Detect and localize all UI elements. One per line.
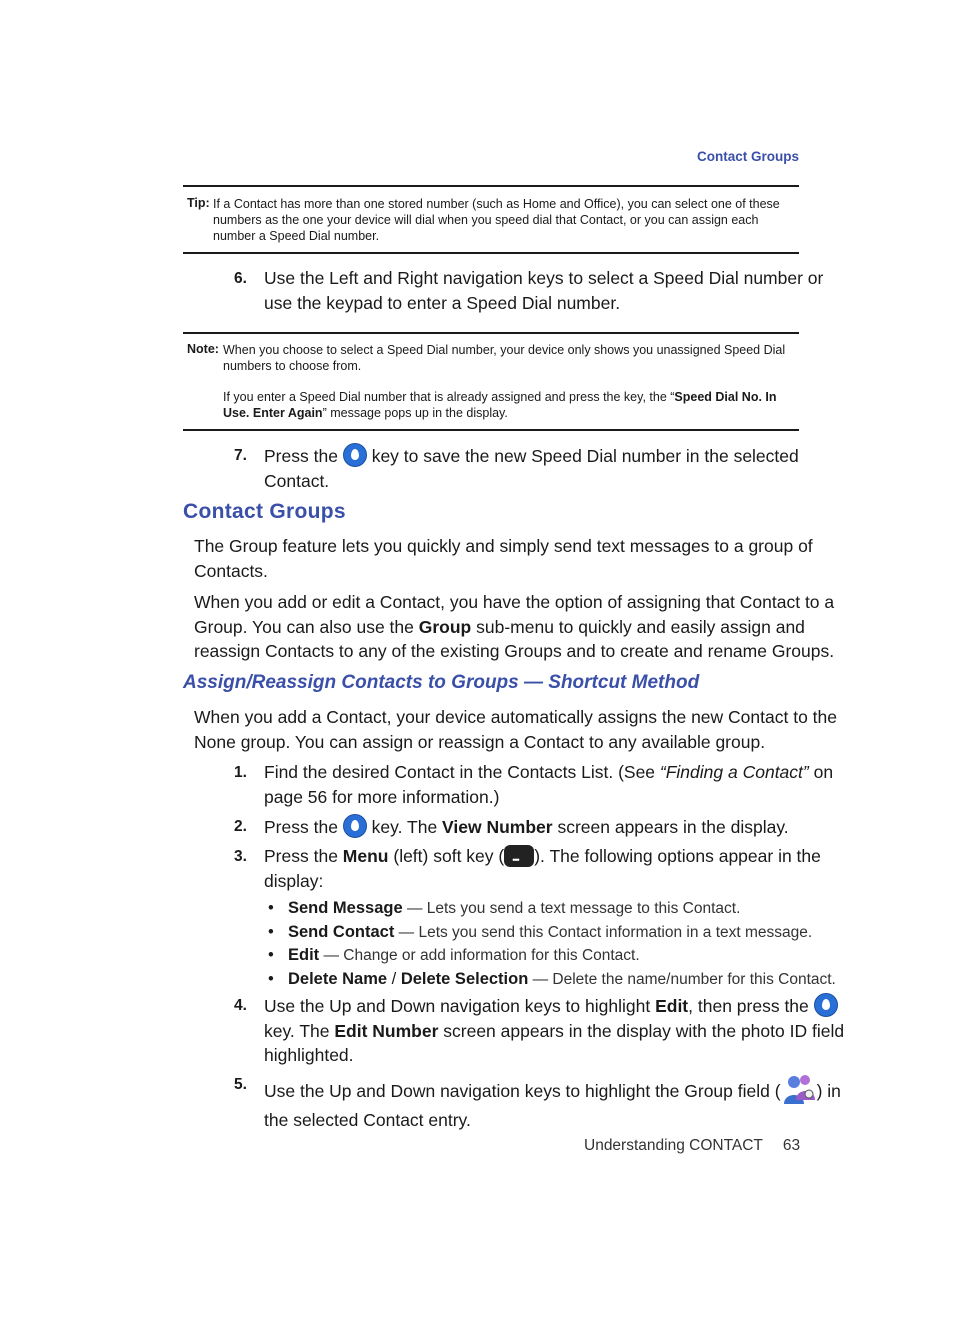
tip-bottom-rule xyxy=(183,252,799,254)
note-text-run: If you enter a Speed Dial number that is already assigned and press the key, the “ xyxy=(223,390,675,404)
note-label: Note: xyxy=(187,342,219,356)
step-number: 2. xyxy=(234,818,247,835)
option-desc: — Lets you send this Contact information in a text message. xyxy=(394,923,813,941)
option-name: Send Message xyxy=(288,899,403,917)
bold-run: Edit Number xyxy=(334,1020,439,1041)
note-line xyxy=(223,405,785,421)
note-line: When you choose to select a Speed Dial number, your device only shows you unassigned Speed Dial xyxy=(223,343,786,357)
bold-run: Menu xyxy=(342,846,389,866)
text-run: Use the Up and Down navigation keys to highlight xyxy=(264,996,656,1016)
text-run: ) in xyxy=(816,1081,841,1101)
text-run: Find the desired Contact in the Contacts List. (See xyxy=(264,762,660,782)
subsection-heading: Assign/Reassign Contacts to Groups — Shortcut Method xyxy=(183,672,700,693)
para-line: When you add a Contact, your device automatically assigns the new Contact to the xyxy=(194,707,837,727)
step-2-text xyxy=(264,814,789,840)
note-text xyxy=(223,342,785,421)
text-run: on xyxy=(808,762,834,782)
text-run: key to save the new Speed Dial number in the selected xyxy=(371,446,799,466)
note-bottom-rule xyxy=(183,429,799,431)
option-separator: / xyxy=(387,969,401,988)
step-1-text xyxy=(264,760,833,809)
tip-text xyxy=(213,196,803,244)
note-bold-run: Use. Enter Again xyxy=(223,406,323,420)
option-desc: — Change or add information for this Contact. xyxy=(319,947,640,964)
options-list xyxy=(268,897,836,991)
text-run: ). The following options appear in the xyxy=(534,846,821,866)
text-run: sub-menu to quickly and easily assign and xyxy=(471,616,805,637)
ok-key-icon xyxy=(343,443,367,467)
step-number: 6. xyxy=(234,270,247,287)
para-line: The Group feature lets you quickly and simply send text messages to a group of xyxy=(194,536,813,556)
step-3-text xyxy=(264,844,821,893)
option-name: Edit xyxy=(288,946,320,964)
tip-line: If a Contact has more than one stored number (such as Home and Office), you can select one of these xyxy=(213,197,780,211)
step-line: display: xyxy=(264,870,324,891)
step-4-text xyxy=(264,993,844,1068)
text-run: screen appears in the display with the photo ID field xyxy=(438,1020,845,1041)
ok-key-icon xyxy=(343,814,367,838)
tip-label: Tip: xyxy=(187,196,210,210)
option-name: Send Contact xyxy=(288,922,395,941)
step-number: 3. xyxy=(234,848,247,865)
text-run: Press the xyxy=(264,817,338,837)
note-top-rule xyxy=(183,332,799,334)
step-line xyxy=(264,844,821,869)
option-desc: — Lets you send a text message to this Contact. xyxy=(402,900,741,917)
step-line xyxy=(264,1072,841,1108)
paragraph xyxy=(194,705,837,754)
list-item xyxy=(268,968,836,992)
para-line: When you add or edit a Contact, you have the option of assigning that Contact to a xyxy=(194,592,835,612)
step-line xyxy=(264,443,799,469)
page-number: 63 xyxy=(782,1137,801,1154)
step-7-text xyxy=(264,443,799,493)
text-run: Use the Up and Down navigation keys to highlight the Group field ( xyxy=(264,1081,781,1101)
text-run: (left) soft key ( xyxy=(388,846,505,866)
option-desc: — Delete the name/number for this Contact. xyxy=(528,970,836,988)
step-line: the selected Contact entry. xyxy=(264,1110,471,1130)
para-line: Contacts. xyxy=(194,560,268,581)
text-run: Group. You can also use the xyxy=(194,616,419,637)
bold-run: View Number xyxy=(442,817,553,837)
text-run: Press the xyxy=(264,446,338,466)
step-line xyxy=(264,993,844,1019)
ok-key-icon xyxy=(814,993,838,1017)
bold-run: Edit xyxy=(655,996,689,1016)
running-head: Contact Groups xyxy=(696,149,799,164)
step-line xyxy=(264,1019,844,1044)
step-number: 1. xyxy=(234,764,247,781)
step-line: use the keypad to enter a Speed Dial number. xyxy=(264,292,621,313)
note-line: numbers to choose from. xyxy=(223,359,362,373)
text-run: , then press the xyxy=(688,996,809,1016)
paragraph xyxy=(194,534,813,583)
step-5-text xyxy=(264,1072,841,1133)
text-run: key. The xyxy=(366,817,443,837)
option-name: Delete Selection xyxy=(400,969,529,988)
list-item xyxy=(268,944,836,968)
step-line: Use the Left and Right navigation keys to select a Speed Dial number or xyxy=(264,268,824,288)
para-line: None group. You can assign or reassign a Contact to any available group. xyxy=(194,731,766,752)
option-name: Delete Name xyxy=(288,969,388,988)
tip-top-rule xyxy=(183,185,799,187)
soft-key-icon xyxy=(504,845,534,867)
step-number: 5. xyxy=(234,1076,247,1093)
section-heading: Contact Groups xyxy=(183,500,346,523)
footer-section: Understanding CONTACT xyxy=(584,1137,763,1154)
cross-reference: “Finding a Contact” xyxy=(659,762,809,782)
text-run: screen appears in the display. xyxy=(552,817,789,837)
text-run: key. The xyxy=(264,1020,335,1041)
bullet-dot: • xyxy=(268,899,274,917)
page-footer xyxy=(584,1137,800,1155)
bullet-dot: • xyxy=(268,969,274,988)
note-bold-run: Speed Dial No. In xyxy=(674,390,777,404)
step-line: page 56 for more information.) xyxy=(264,786,500,807)
para-line: reassign Contacts to any of the existing Groups and to create and rename Groups. xyxy=(194,641,835,661)
list-item xyxy=(268,921,836,945)
paragraph xyxy=(194,590,834,664)
group-field-icon xyxy=(781,1072,817,1108)
step-6-text xyxy=(264,266,823,315)
step-number: 7. xyxy=(234,447,247,464)
para-line xyxy=(194,615,834,640)
bullet-dot: • xyxy=(268,922,274,941)
step-line xyxy=(264,760,833,785)
bold-run: Group xyxy=(418,616,472,637)
tip-line: number a Speed Dial number. xyxy=(213,229,380,243)
note-text-run: ” message pops up in the display. xyxy=(322,406,508,420)
bullet-dot: • xyxy=(268,946,274,964)
tip-line: numbers as the one your device will dial when you speed dial that Contact, or you can assign each xyxy=(213,213,759,227)
list-item xyxy=(268,897,836,921)
step-line: highlighted. xyxy=(264,1045,354,1065)
text-run: Press the xyxy=(264,846,343,866)
step-line: Contact. xyxy=(264,470,330,491)
step-number: 4. xyxy=(234,997,247,1014)
note-line xyxy=(223,389,785,405)
